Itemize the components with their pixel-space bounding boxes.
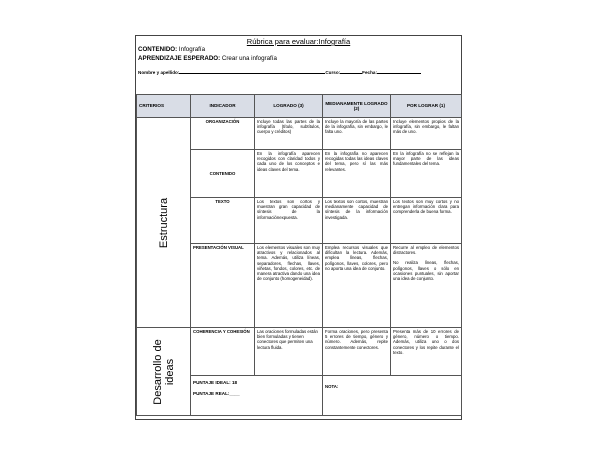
header-criterios: CRITERIOS xyxy=(137,95,191,118)
contenido-value: Infografía xyxy=(178,46,206,53)
group-estructura xyxy=(137,118,191,328)
por-lograr-part-2: No realiza líneas, flechas, polígonos, llaves o sólo en ocasiones puntuales, sin aportar una idea de conjunto. xyxy=(393,260,459,282)
cell-logrado: Los textos son cortos y muestran gran capacidad de síntesis de la informaciónexpuesta. xyxy=(255,198,323,244)
cell-logrado: Incluye todas las partes de la infografía (título, subtítulos, cuerpo y créditos) xyxy=(255,118,323,150)
group-label-desarrollo-line1: Desarrollo de xyxy=(151,338,164,405)
table-header-row xyxy=(137,95,462,118)
group-desarrollo xyxy=(137,328,191,416)
header-logrado: LOGRADO (3) xyxy=(255,95,323,118)
aprendizaje-value: Crear una infografía xyxy=(221,55,277,62)
cell-logrado: Los elementos visuales son muy atractivos y relacionados al tema. Además, utiliza líneas, separadores, flechas, llaves, viñetas, fondos, colores, etc. de manera atractiva dando una idea de conjunto (homogeneidad). xyxy=(255,244,323,328)
header-medianamente: MEDIANAMENTE LOGRADO (2) xyxy=(323,95,391,118)
nombre-blank[interactable] xyxy=(179,68,325,74)
por-lograr-part-1: Recurre al empleo de elementos distractores. xyxy=(393,245,459,256)
rubric-header xyxy=(136,36,461,94)
rubric-title: Rúbrica para evaluar:Infografía xyxy=(246,37,351,46)
cell-por-lograr: Presenta más de 10 errores de género, número o tiempo. Además, utiliza uno o dos conectores y los repite durante el texto. xyxy=(391,328,462,376)
contenido-label: CONTENIDO: xyxy=(138,46,178,53)
cell-logrado: En la infografía aparecen recogidos con claridad todos y cada uno de los conceptos e ideas claves del tema. xyxy=(255,150,323,198)
student-fields-line xyxy=(138,68,421,75)
cell-medianamente: Incluye la mayoría de las partes de la infografía, sin embargo, le falta uno. xyxy=(323,118,391,150)
curso-label: Curso: xyxy=(325,70,341,75)
cell-por-lograr: Incluye elementos propios de la infografía, sin embargo, le faltan más de uno. xyxy=(391,118,462,150)
group-label-estructura: Estructura xyxy=(157,197,170,248)
fecha-label: Fecha: xyxy=(362,70,377,75)
cell-por-lograr xyxy=(391,244,462,328)
nombre-label: Nombre y apellido: xyxy=(138,70,180,75)
cell-logrado: Las oraciones formuladas están bien formuladas y tienen conectores que permiten una lectura fluida. xyxy=(255,328,323,376)
indicator-contenido: CONTENIDO xyxy=(191,150,255,198)
group-label-desarrollo-line2: ideas xyxy=(163,358,176,385)
score-cell xyxy=(191,376,323,416)
fecha-blank[interactable] xyxy=(377,68,421,74)
cell-medianamente: Emplea recursos visuales que dificultan la lectura. Además, emplea líneas, flechas, polígonos, llaves, colores, pero no aporta una idea de conjunto. xyxy=(323,244,391,328)
cell-por-lograr: Los textos son muy cortos y no entregan información clara para comprenderla de buena forma. xyxy=(391,198,462,244)
puntaje-real[interactable]: PUNTAJE REAL:____ xyxy=(193,391,240,397)
rubric-table xyxy=(136,94,462,416)
indicator-presentacion-visual: PRESENTACIÓN VISUAL xyxy=(191,244,255,328)
curso-blank[interactable] xyxy=(340,68,362,74)
indicator-coherencia: COHERENCIA Y COHESIÓN xyxy=(191,328,255,376)
cell-medianamente: Los textos son cortos, muestran medianamente capacidad de síntesis de la información investigada. xyxy=(323,198,391,244)
indicator-texto: TEXTO xyxy=(191,198,255,244)
aprendizaje-line xyxy=(138,55,277,62)
table-row xyxy=(137,118,462,150)
contenido-line xyxy=(138,46,205,53)
indicator-organizacion: ORGANIZACIÓN xyxy=(191,118,255,150)
cell-medianamente: En la infografía no aparecen recogidas todas las ideas claves del tema, pero sí las más relevantes. xyxy=(323,150,391,198)
cell-por-lograr: En la infografía no se reflejan la mayor parte de las ideas fundamentales del tema. xyxy=(391,150,462,198)
aprendizaje-label: APRENDIZAJE ESPERADO: xyxy=(138,55,221,62)
nota-cell[interactable]: NOTA: xyxy=(323,376,462,416)
rubric-document xyxy=(135,35,462,420)
puntaje-ideal: PUNTAJE IDEAL: 18 xyxy=(193,380,238,385)
header-indicador: INDICADOR xyxy=(191,95,255,118)
table-row xyxy=(137,328,462,376)
header-por-lograr: POR LOGRAR (1) xyxy=(391,95,462,118)
cell-medianamente: Forma oraciones, pero presenta 5 errores de tiempo, género y número. Además, repite constantemente conectores. xyxy=(323,328,391,376)
group-label-desarrollo xyxy=(152,339,176,404)
